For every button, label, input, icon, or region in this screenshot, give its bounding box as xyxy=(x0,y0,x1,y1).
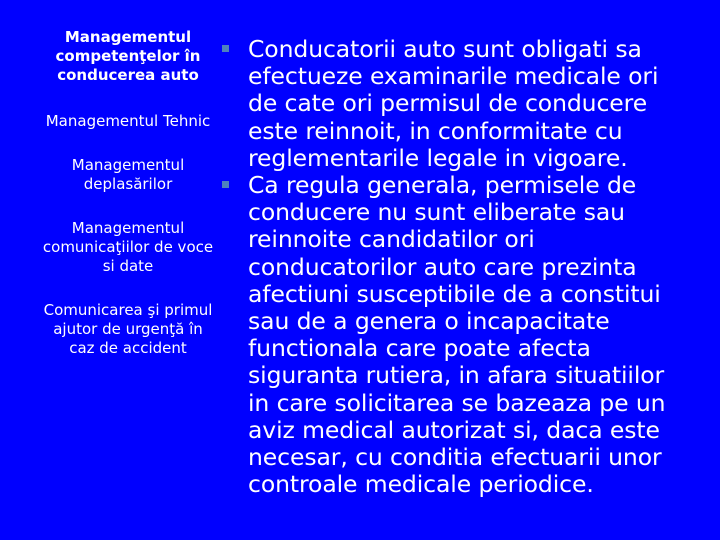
sidebar-item-comunicatii[interactable]: Managementul comunicaţiilor de voce si date xyxy=(42,219,214,275)
paragraph-text: Ca regula generala, permisele de conducere nu sunt eliberate sau reinnoite candidatilor ori conducatorilor auto care prezinta afectiuni susceptibile de a constitui sau de a genera o incapacitate functionala care poate afecta siguranta rutiera, in afara situatiilor in care solicitarea se bazeaza pe un aviz medical autorizat si, daca este necesar, cu conditia efectuarii unor controale medicale periodice. xyxy=(248,171,666,499)
paragraph-text: Conducatorii auto sunt obligati sa efectueze examinarile medicale ori de cate ori permisul de conducere este reinnoit, in conformitate cu reglementarile legale in vigoare. xyxy=(248,35,659,172)
sidebar-item-competente[interactable]: Managementul competenţelor în conducerea auto xyxy=(55,28,201,84)
bullet-paragraph xyxy=(222,172,692,498)
sidebar-menu xyxy=(40,28,216,358)
square-bullet-icon xyxy=(222,181,229,188)
sidebar-item-tehnic[interactable]: Managementul Tehnic xyxy=(45,112,211,130)
square-bullet-icon xyxy=(222,45,229,52)
sidebar-item-deplasari[interactable]: Managementul deplasărilor xyxy=(71,156,185,193)
bullet-paragraph xyxy=(222,36,692,172)
content-area xyxy=(222,36,692,498)
sidebar-item-prim-ajutor[interactable]: Comunicarea şi primul ajutor de urgenţă în caz de accident xyxy=(43,301,213,357)
